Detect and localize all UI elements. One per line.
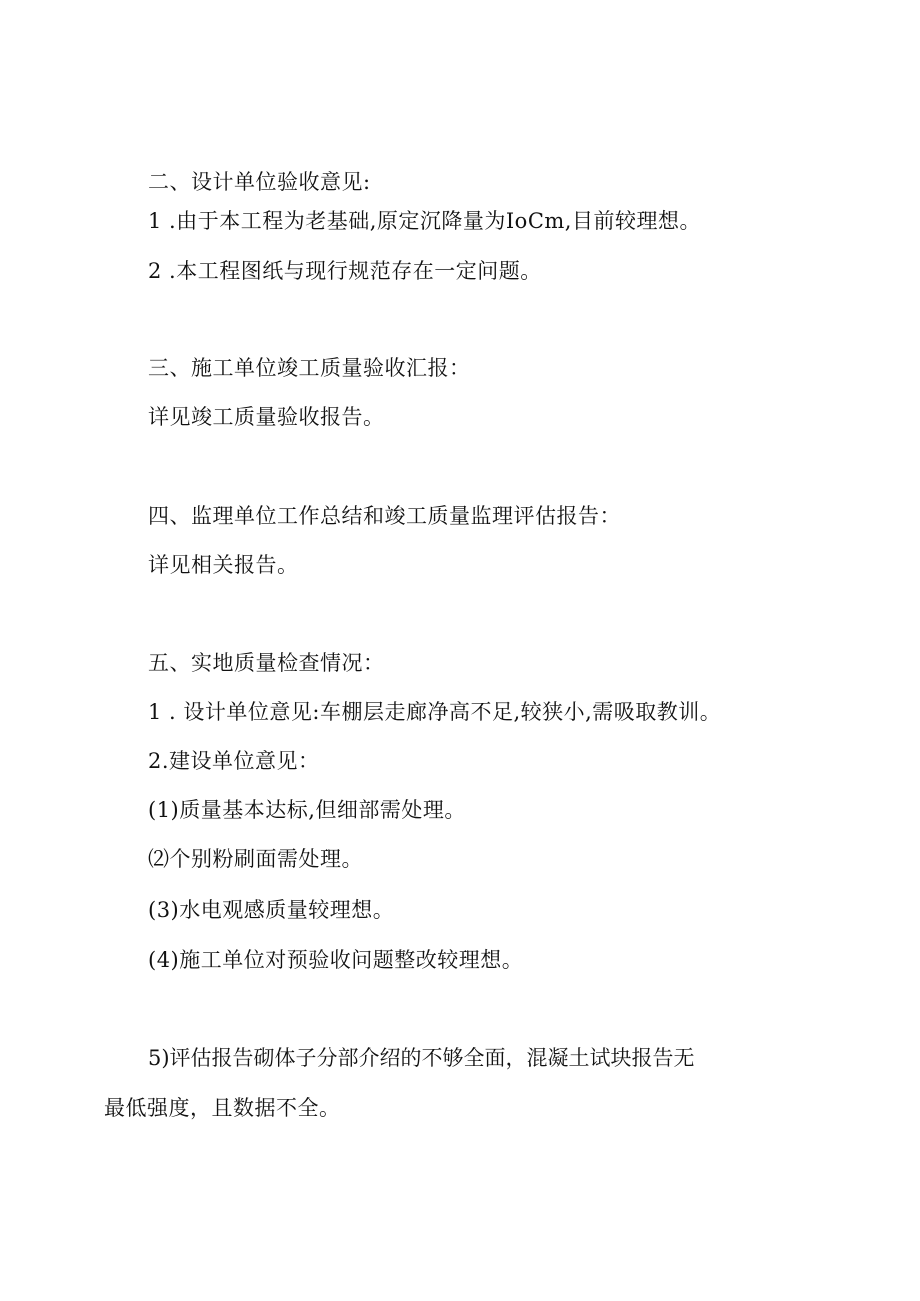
design-heading: 二、设计单位验收意见:	[148, 170, 371, 194]
construction-body: 详见竣工质量验收报告。	[148, 405, 385, 429]
supervision-heading: 四、监理单位工作总结和竣工质量监理评估报告：	[148, 504, 621, 528]
inspection-sub-3: (3)水电观感质量较理想。	[148, 898, 395, 922]
inspection-item-1: 1 . 设计单位意见:车棚层走廊净高不足,较狭小,需吸取教训。	[148, 700, 722, 724]
inspection-heading: 五、实地质量检查情况：	[148, 651, 385, 675]
inspection-sub-5-line-1: 5)评估报告砌体子分部介绍的不够全面，混凝土试块报告无	[148, 1046, 695, 1070]
supervision-body: 详见相关报告。	[148, 553, 299, 577]
construction-heading: 三、施工单位竣工质量验收汇报：	[148, 356, 471, 380]
inspection-sub-1: (1)质量基本达标,但细部需处理。	[148, 798, 466, 822]
design-item-1: 1 .由于本工程为老基础,原定沉降量为IoCm,目前较理想。	[148, 209, 701, 233]
inspection-sub-4: (4)施工单位对预验收问题整改较理想。	[148, 948, 524, 972]
inspection-sub-5-line-2: 最低强度，且数据不全。	[104, 1096, 341, 1120]
inspection-sub-2: ⑵个别粉刷面需处理。	[148, 847, 363, 871]
design-item-2: 2 .本工程图纸与现行规范存在一定问题。	[148, 259, 542, 283]
inspection-item-2: 2.建设单位意见：	[148, 749, 320, 773]
